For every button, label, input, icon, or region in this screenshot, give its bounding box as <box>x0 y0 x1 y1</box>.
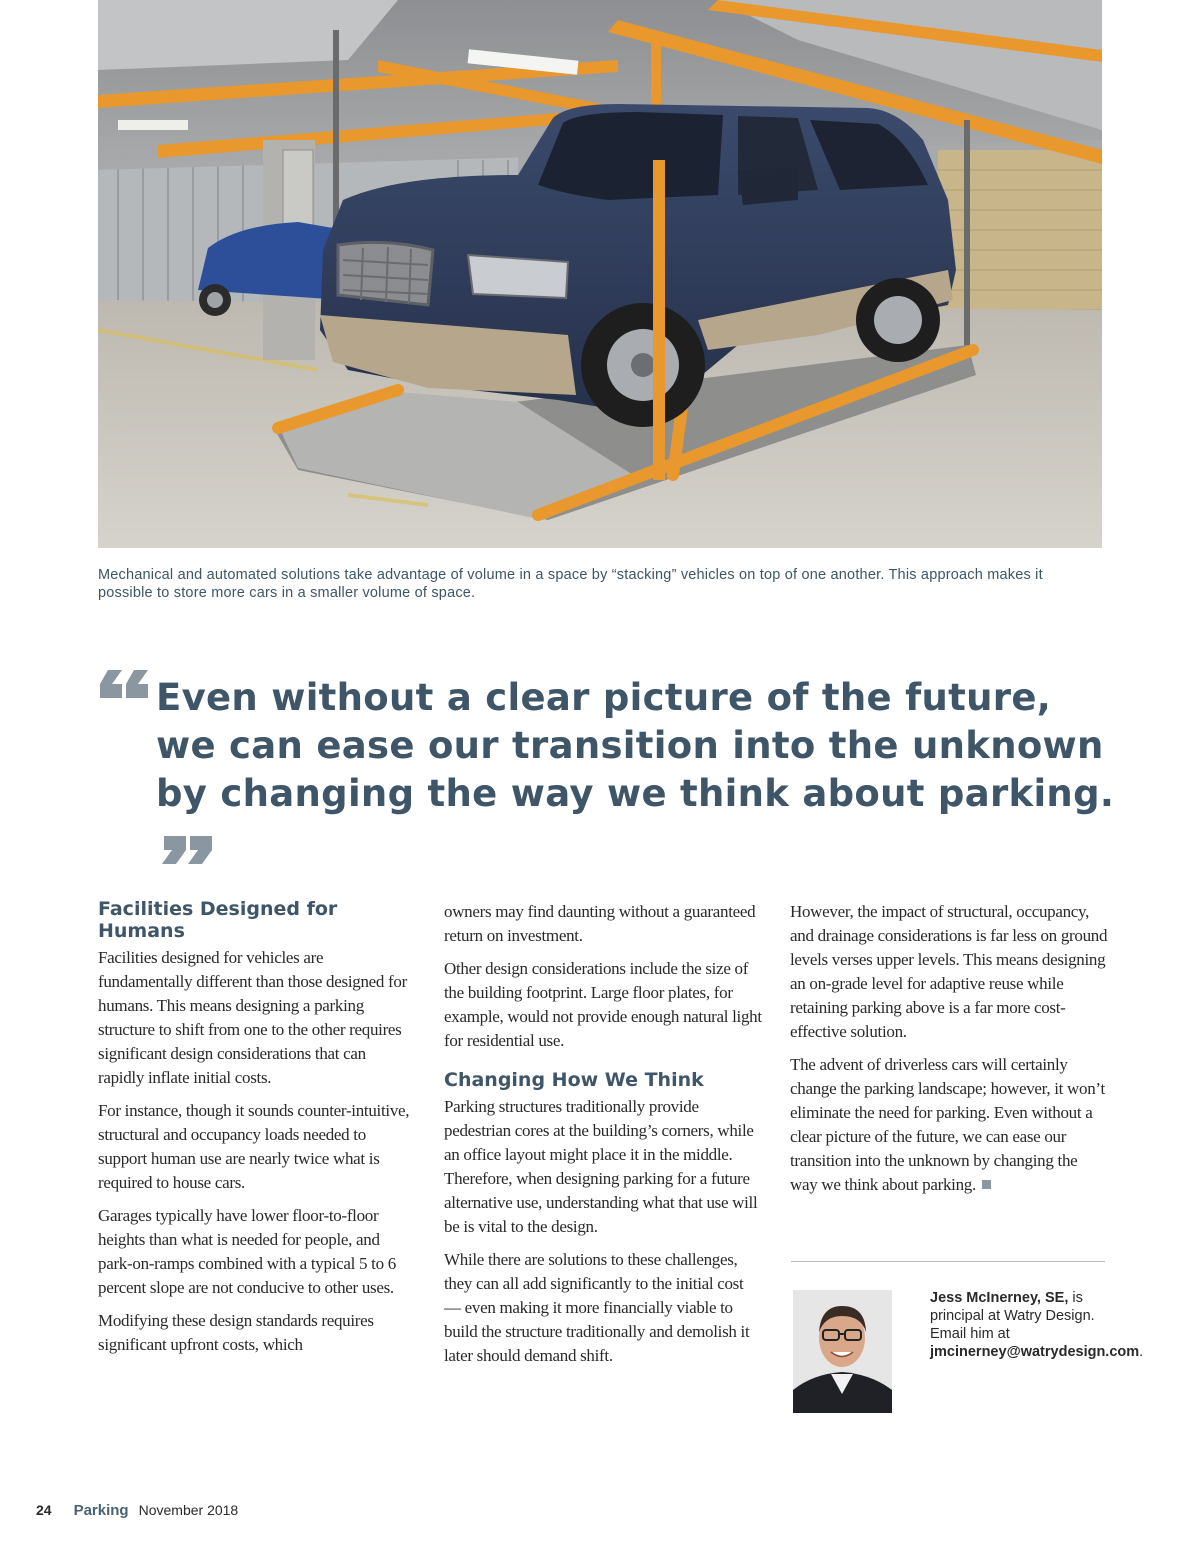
body-paragraph: Parking structures traditionally provide pedestrian cores at the building’s corners, while an office layout might place it in the middle. Therefore, when designing parking for a future alternative use, understanding what that use will be is vital to the design. <box>444 1097 758 1236</box>
photo-caption: Mechanical and automated solutions take advantage of volume in a space by “stacking” vehicles on top of one another. This approach makes it possible to store more cars in a smaller volume of space. <box>98 567 1043 601</box>
pull-quote-text: Even without a clear picture of the future, we can ease our transition into the unknown by changing the way we think about parking. <box>156 676 1115 815</box>
body-paragraph: However, the impact of structural, occupancy, and drainage considerations is far less on ground levels verses upper levels. This means designing an on-grade level for adaptive reuse while retaining parking above is a far more cost-effective solution. <box>790 902 1108 1041</box>
body-paragraph: For instance, though it sounds counter-intuitive, structural and occupancy loads needed to support human use are nearly twice what is required to house cars. <box>98 1101 410 1192</box>
page-footer <box>36 1502 238 1519</box>
page-number: 24 <box>36 1502 52 1518</box>
body-paragraph: While there are solutions to these challenges, they can all add significantly to the initial cost — even making it more financially viable to build the structure traditionally and demolish it later should demand shift. <box>444 1250 750 1365</box>
author-bio-end: . <box>1139 1344 1144 1360</box>
final-paragraph-text: The advent of driverless cars will certainly change the parking landscape; however, it won’t eliminate the need for parking. Even without a clear picture of the future, we can ease our transition into the unknown by changing the way we think about parking. <box>790 1055 1105 1194</box>
section-heading-changing: Changing How We Think <box>444 1069 704 1091</box>
end-of-article-mark-icon <box>982 1180 991 1189</box>
author-email-link[interactable]: jmcinerney@watrydesign.com <box>930 1344 1140 1360</box>
body-paragraph: Modifying these design standards requires significant upfront costs, which <box>98 1311 374 1354</box>
garage-photo <box>98 0 1102 548</box>
author-divider <box>791 1261 1105 1262</box>
body-paragraph: Garages typically have lower floor-to-floor heights than what is needed for people, and park-on-ramps combined with a typical 5 to 6 percent slope are not conducive to other uses. <box>98 1206 396 1297</box>
author-headshot <box>793 1290 892 1413</box>
article-column-1 <box>98 898 414 1366</box>
body-paragraph: Other design considerations include the size of the building footprint. Large floor plates, for example, would not provide enough natural light for residential use. <box>444 959 762 1050</box>
author-bio-text: is principal at Watry Design. Email him at <box>930 1290 1095 1342</box>
parking-lift-illustration <box>98 0 1102 548</box>
close-quote-icon <box>162 834 214 864</box>
body-paragraph: owners may find daunting without a guaranteed return on investment. <box>444 902 756 945</box>
article-column-3 <box>790 900 1108 1206</box>
issue-date: November 2018 <box>138 1502 239 1518</box>
pull-quote <box>156 674 1116 866</box>
article-column-2 <box>444 900 762 1377</box>
section-heading-facilities: Facilities Designed for Humans <box>98 898 338 942</box>
open-quote-icon <box>98 668 152 698</box>
body-paragraph: Facilities designed for vehicles are fundamentally different than those designed for humans. This means designing a parking structure to shift from one to the other requires significant design considerations that can rapidly inflate initial costs. <box>98 948 407 1087</box>
author-bio <box>930 1289 1144 1361</box>
magazine-name: Parking <box>73 1502 129 1519</box>
body-paragraph-final <box>790 1053 1108 1197</box>
author-name: Jess McInerney, SE, <box>930 1290 1069 1306</box>
author-portrait <box>793 1290 892 1413</box>
